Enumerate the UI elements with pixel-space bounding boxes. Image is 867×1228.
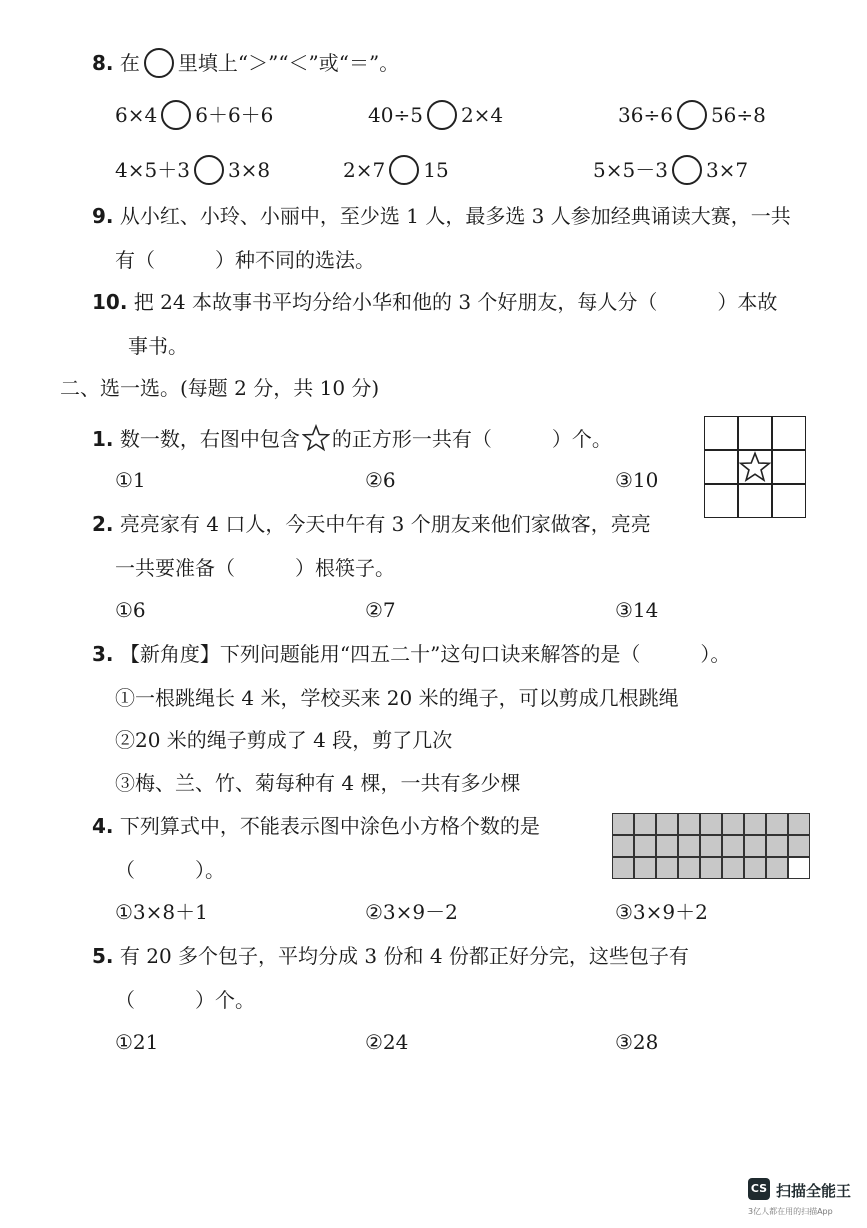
q8-left: 6×4: [115, 103, 158, 127]
answer-circle[interactable]: [161, 100, 191, 130]
shaded-square: [656, 835, 678, 857]
s1-option-2[interactable]: ②6: [365, 468, 396, 492]
s2-line1: [92, 514, 651, 534]
grid-cell: [738, 416, 772, 450]
shaded-square: [700, 813, 722, 835]
s4-option-3[interactable]: ③3×9＋2: [615, 900, 708, 924]
grid-cell: [738, 484, 772, 518]
s2-option-1[interactable]: ①6: [115, 598, 146, 622]
s2-line2: 一共要准备（ ）根筷子。: [115, 556, 395, 580]
s3-option-2[interactable]: ②20 米的绳子剪成了 4 段，剪了几次: [115, 728, 453, 752]
grid-cell: [704, 416, 738, 450]
q8-left: 40÷5: [368, 103, 423, 127]
shaded-square: [656, 857, 678, 879]
q8-prompt: [92, 48, 399, 78]
shaded-square: [634, 857, 656, 879]
s3-option-1[interactable]: ①一根跳绳长 4 米，学校买来 20 米的绳子，可以剪成几根跳绳: [115, 686, 679, 710]
s2-option-3[interactable]: ③14: [615, 598, 659, 622]
answer-circle[interactable]: [389, 155, 419, 185]
grid-cell: [772, 484, 806, 518]
shaded-square: [788, 813, 810, 835]
q10-line2: 事书。: [128, 334, 188, 358]
shaded-square: [612, 835, 634, 857]
shaded-square: [634, 835, 656, 857]
s5-text-1: 有 20 多个包子，平均分成 3 份和 4 份都正好分完，这些包子有: [119, 944, 689, 968]
q8-prompt-pre: 在: [119, 51, 140, 75]
camscanner-logo-icon: CS: [748, 1178, 770, 1200]
q9-line1: [92, 206, 791, 226]
compare-circle-example: [144, 48, 174, 78]
shaded-square: [722, 835, 744, 857]
s4-line2: （ ）。: [115, 858, 225, 882]
s4-line1: [92, 816, 540, 836]
q8-item-1-2: [368, 100, 503, 130]
q8-left: 2×7: [343, 158, 386, 182]
s4-option-1[interactable]: ①3×8＋1: [115, 900, 208, 924]
answer-circle[interactable]: [194, 155, 224, 185]
s5-number: 5.: [92, 944, 114, 968]
q8-item-2-1: [115, 155, 270, 185]
shaded-square: [678, 813, 700, 835]
shaded-square: [744, 835, 766, 857]
q10-text-1: 把 24 本故事书平均分给小华和他的 3 个好朋友，每人分（ ）本故: [133, 290, 778, 314]
s2-number: 2.: [92, 512, 114, 536]
shaded-square: [700, 857, 722, 879]
s1-option-1[interactable]: ①1: [115, 468, 146, 492]
blank-square: [788, 857, 810, 879]
q8-right: 3×8: [227, 158, 271, 182]
s3-option-3[interactable]: ③梅、兰、竹、菊每种有 4 棵，一共有多少棵: [115, 771, 521, 795]
answer-circle[interactable]: [677, 100, 707, 130]
square-grid-figure: [704, 416, 806, 518]
s4-option-2[interactable]: ②3×9－2: [365, 900, 458, 924]
q9-number: 9.: [92, 204, 114, 228]
q8-number: 8.: [92, 51, 114, 75]
watermark-tagline: 3亿人都在用的扫描App: [748, 1207, 833, 1216]
s4-text-1: 下列算式中，不能表示图中涂色小方格个数的是: [119, 814, 540, 838]
s1-text-post: 的正方形一共有（ ）个。: [331, 427, 612, 451]
q8-item-2-2: [343, 155, 449, 185]
shaded-square: [766, 857, 788, 879]
answer-circle[interactable]: [427, 100, 457, 130]
q8-right: 6＋6＋6: [195, 103, 274, 127]
s1-question: [92, 424, 612, 452]
shaded-square: [766, 835, 788, 857]
q9-line2: 有（ ）种不同的选法。: [115, 248, 375, 272]
shaded-square: [656, 813, 678, 835]
s5-line1: [92, 946, 689, 966]
grid-cell-star: [738, 450, 772, 484]
shaded-square: [744, 813, 766, 835]
shaded-square: [700, 835, 722, 857]
s2-option-2[interactable]: ②7: [365, 598, 396, 622]
q8-left: 4×5＋3: [115, 158, 190, 182]
q8-item-1-1: [115, 100, 273, 130]
q9-text-1: 从小红、小玲、小丽中，至少选 1 人，最多选 3 人参加经典诵读大赛，一共: [119, 204, 791, 228]
s1-number: 1.: [92, 427, 114, 451]
q10-number: 10.: [92, 290, 128, 314]
q8-right: 56÷8: [710, 103, 766, 127]
q8-item-1-3: [618, 100, 766, 130]
star-icon: [739, 451, 771, 483]
q8-item-2-3: [593, 155, 748, 185]
q10-line1: [92, 292, 777, 312]
shaded-square: [612, 857, 634, 879]
shaded-square: [722, 813, 744, 835]
s4-number: 4.: [92, 814, 114, 838]
q8-right: 3×7: [705, 158, 749, 182]
s5-option-3[interactable]: ③28: [615, 1030, 659, 1054]
s3-number: 3.: [92, 642, 114, 666]
grid-cell: [772, 416, 806, 450]
section-heading: 二、选一选。(每题 2 分，共 10 分): [60, 376, 380, 400]
s5-option-1[interactable]: ①21: [115, 1030, 159, 1054]
shaded-square: [634, 813, 656, 835]
star-icon: [302, 424, 330, 452]
shaded-square: [722, 857, 744, 879]
s3-question: [92, 644, 730, 664]
s1-option-3[interactable]: ③10: [615, 468, 659, 492]
watermark-name: 扫描全能王: [776, 1182, 852, 1200]
s2-text-1: 亮亮家有 4 口人，今天中午有 3 个朋友来他们家做客，亮亮: [119, 512, 651, 536]
shaded-square: [744, 857, 766, 879]
s1-text-pre: 数一数，右图中包含: [119, 427, 300, 451]
shaded-square: [766, 813, 788, 835]
grid-cell: [704, 484, 738, 518]
grid-cell: [772, 450, 806, 484]
s5-line2: （ ）个。: [115, 988, 255, 1012]
grid-cell: [704, 450, 738, 484]
shaded-square: [678, 857, 700, 879]
shaded-square: [678, 835, 700, 857]
q8-left: 5×5－3: [593, 158, 668, 182]
q8-right: 2×4: [460, 103, 504, 127]
answer-circle[interactable]: [672, 155, 702, 185]
shaded-square: [612, 813, 634, 835]
q8-right: 15: [423, 158, 449, 182]
s5-option-2[interactable]: ②24: [365, 1030, 409, 1054]
q8-left: 36÷6: [618, 103, 673, 127]
shaded-square: [788, 835, 810, 857]
q8-prompt-post: 里填上“＞”“＜”或“＝”。: [177, 51, 400, 75]
s3-text: 【新角度】下列问题能用“四五二十”这句口诀来解答的是（ ）。: [119, 642, 731, 666]
